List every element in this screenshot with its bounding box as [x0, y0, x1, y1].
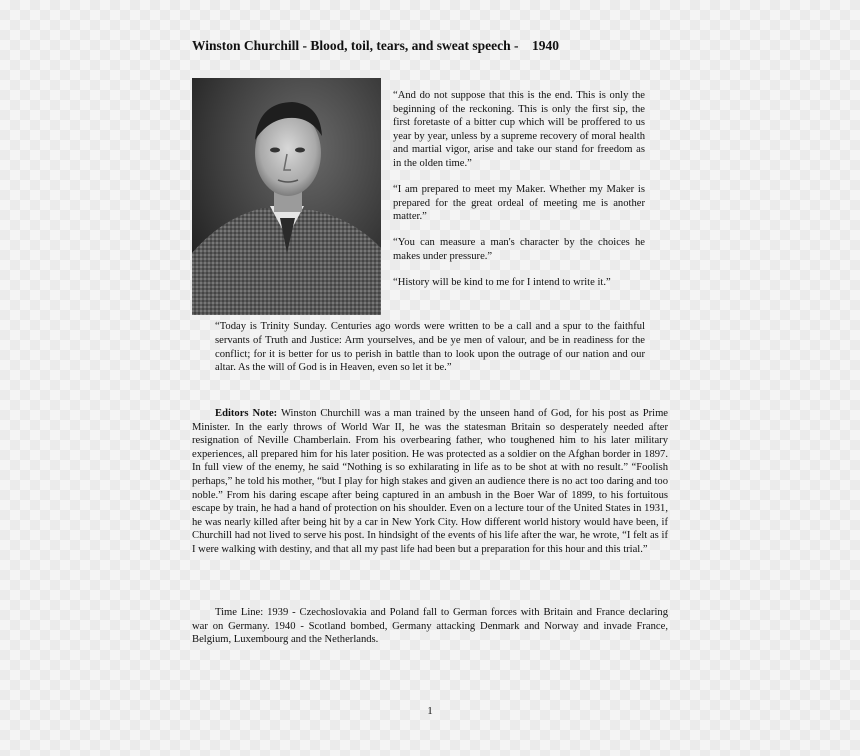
editors-note-text: Winston Churchill was a man trained by the unseen hand of God, for his post as Prime Minister. In the early throws of World War II, he was the statesman Britain so desperately needed after resignation of Neville Chamberlain. From his overbearing father, who toughened him to his later military experiences, all prepared him for his later position. He was protected as a soldier on the Afghan border in 1897. In full view of the enemy, he said “Nothing is so exhilarating in life as to be shot at with no result.” “Foolish perhaps,” he told his mother, “but I play for high stakes and given an audience there is no act too daring and too noble.” From his daring escape after being captured in an ambush in the Boer War of 1899, to his fortuitous escape by train, he had a hand of protection on his shoulder. Even on a lecture tour of the United States in 1931, he was nearly killed after being hit by a car in New York City. How different world history would have been, if Churchill had not lived to serve his post. In hindsight of the events of his life after the war, he wrote, “I felt as if I were walking with destiny, and that all my past life had been but a preparation for this hour and this trial.” [192, 408, 669, 555]
document-title: Winston Churchill - Blood, toil, tears, and sweat speech - 1940 [192, 38, 560, 53]
trinity-quote: “Today is Trinity Sunday. Centuries ago words were written to be a call and a spur to the faithful servants of Truth and Justice: Arm yourselves, and be ye men of valour, and be in readiness for the conflict; for it is better for us to perish in battle than to look upon the outrage of our nation and our altar. As the will of God is in Heaven, even so let it be.” [215, 321, 645, 374]
quote-paragraph: “History will be kind to me for I intend to write it.” [393, 277, 611, 289]
timeline-paragraph: Time Line: 1939 - Czechoslovakia and Poland fall to German forces with Britain and France declaring war on Germany. 1940 - Scotland bombed, Germany attacking Denmark and Norway and invade France, Belgium, Luxembourg and the Netherlands. [192, 607, 668, 646]
quotes-column [393, 89, 645, 302]
portrait-photo-icon [192, 78, 381, 315]
editors-note [192, 407, 668, 557]
quote-paragraph: “I am prepared to meet my Maker. Whether my Maker is prepared for the great ordeal of meeting me is another matter.” [393, 184, 645, 223]
editors-note-label: Editors Note: [215, 408, 278, 419]
page-number: 1 [427, 705, 433, 717]
quote-paragraph: “And do not suppose that this is the end. This is only the beginning of the reckoning. This is only the first sip, the first foretaste of a bitter cup which will be proffered to us year by year, unless by a supreme recovery of moral health and martial vigor, arise and take our stand for freedom as in the olden time.” [393, 90, 645, 169]
quote-paragraph: “You can measure a man's character by the choices he makes under pressure.” [393, 237, 645, 262]
